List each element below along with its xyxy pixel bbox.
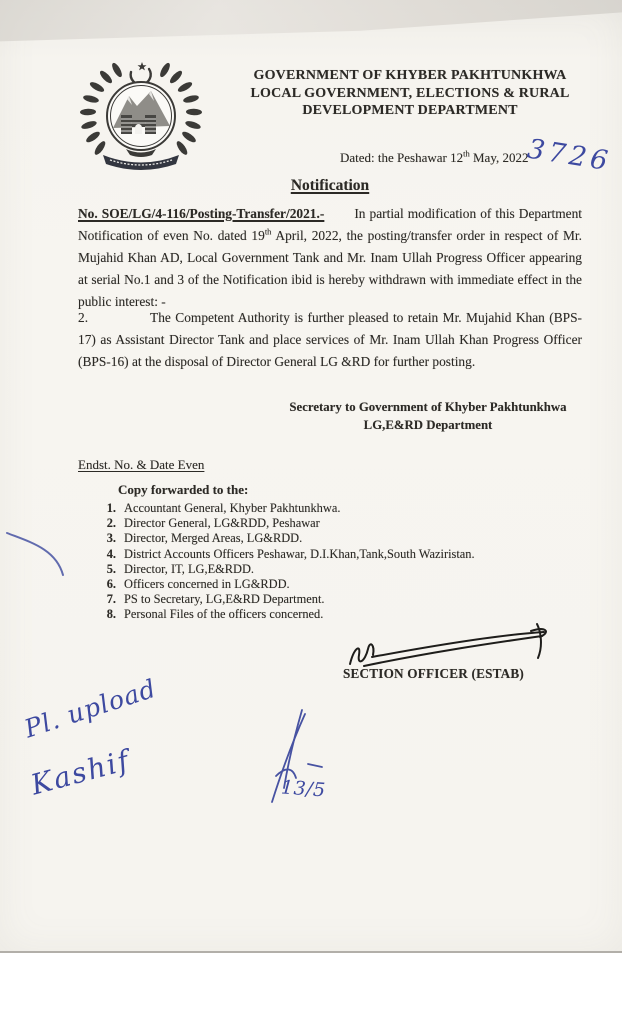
signatory-title-line-1: Secretary to Government of Khyber Pakhtunkhwa [289, 400, 567, 414]
khyber-pakhtunkhwa-emblem-icon [76, 58, 206, 170]
letterhead-line-1: GOVERNMENT OF KHYBER PAKHTUNKHWA [253, 68, 567, 83]
signatory-title-line-2: LG,E&RD Department [363, 418, 493, 432]
list-item-text: Director General, LG&RDD, Peshawar [124, 516, 320, 531]
date-line [340, 150, 540, 166]
notification-paragraph-2 [78, 307, 582, 373]
list-item-text: District Accounts Officers Peshawar, D.I.Khan,Tank,South Waziristan. [124, 546, 475, 561]
list-item-number: 1. [106, 501, 116, 515]
department-letterhead [248, 67, 572, 120]
handwritten-signature-kashif: Kashif [27, 743, 134, 802]
date-suffix: May, 2022 [469, 150, 529, 165]
list-item [100, 516, 540, 531]
list-item-text: Personal Files of the officers concerned. [124, 607, 324, 622]
list-item [100, 501, 540, 516]
handwritten-note-upload: Pl. upload [20, 673, 160, 744]
copy-forwarded-label: Copy forwarded to the: [118, 482, 249, 497]
list-item-number: 4. [106, 546, 116, 561]
list-item-number: 2. [106, 516, 116, 531]
list-item-text: Director, Merged Areas, LG&RDD. [124, 531, 303, 546]
date-ordinal-superscript: th [463, 148, 470, 159]
paragraph-2-number: 2. [78, 310, 89, 325]
letterhead-line-3: DEVELOPMENT DEPARTMENT [302, 103, 518, 118]
list-item-number: 8. [106, 607, 116, 622]
list-item [100, 547, 540, 562]
notification-title: Notification [290, 177, 370, 194]
handwritten-diary-number: 3726 [525, 133, 614, 178]
list-item-number: 3. [106, 531, 116, 546]
letterhead-line-2: LOCAL GOVERNMENT, ELECTIONS & RURAL [250, 85, 570, 101]
paragraph-2-text: The Competent Authority is further pleased to retain Mr. Mujahid Khan (BPS-17) as Assistant Director Tank and place services of Mr. Inam Ullah Khan Progress Officer (BPS-16) at the disposal of Director General LG &RD for further posting. [78, 310, 582, 369]
notification-reference-number: No. SOE/LG/4-116/Posting-Transfer/2021.- [78, 206, 325, 221]
copy-forwarded-list [100, 501, 540, 623]
paper-fold-shading [0, 0, 622, 44]
handwritten-date-mark: 13/5 [280, 776, 327, 802]
list-item-number: 5. [106, 561, 116, 576]
notification-paragraph-1 [78, 203, 582, 313]
list-item [100, 607, 540, 622]
signatory-block [288, 398, 568, 434]
endorsement-heading: Endst. No. & Date Even [78, 457, 205, 472]
paragraph-1-text-a: In partial modification of this Department Notification of even No. dated 19 [78, 206, 582, 243]
list-item [100, 592, 540, 607]
section-officer-label: SECTION OFFICER (ESTAB) [343, 666, 524, 681]
paragraph-1-ordinal-superscript: th [264, 226, 272, 237]
paragraph-1-text-b: April, 2022, the posting/transfer order in respect of Mr. Mujahid Khan AD, Local Government Tank and Mr. Inam Ullah Progress Officer appearing at serial No.1 and 3 of the Notification ibid is hereby withdrawn with immediate effect in the public interest: - [78, 228, 582, 309]
list-item-text: Accountant General, Khyber Pakhtunkhwa. [124, 501, 341, 515]
handwritten-margin-mark [2, 527, 77, 582]
list-item [100, 577, 540, 592]
date-prefix: Dated: the Peshawar 12 [340, 150, 464, 165]
list-item [100, 531, 540, 546]
list-item [100, 562, 540, 577]
list-item-text: PS to Secretary, LG,E&RD Department. [124, 592, 325, 607]
list-item-number: 7. [106, 592, 116, 607]
list-item-number: 6. [106, 577, 116, 592]
list-item-text: Director, IT, LG,E&RDD. [124, 561, 255, 576]
list-item-text: Officers concerned in LG&RDD. [124, 577, 290, 592]
